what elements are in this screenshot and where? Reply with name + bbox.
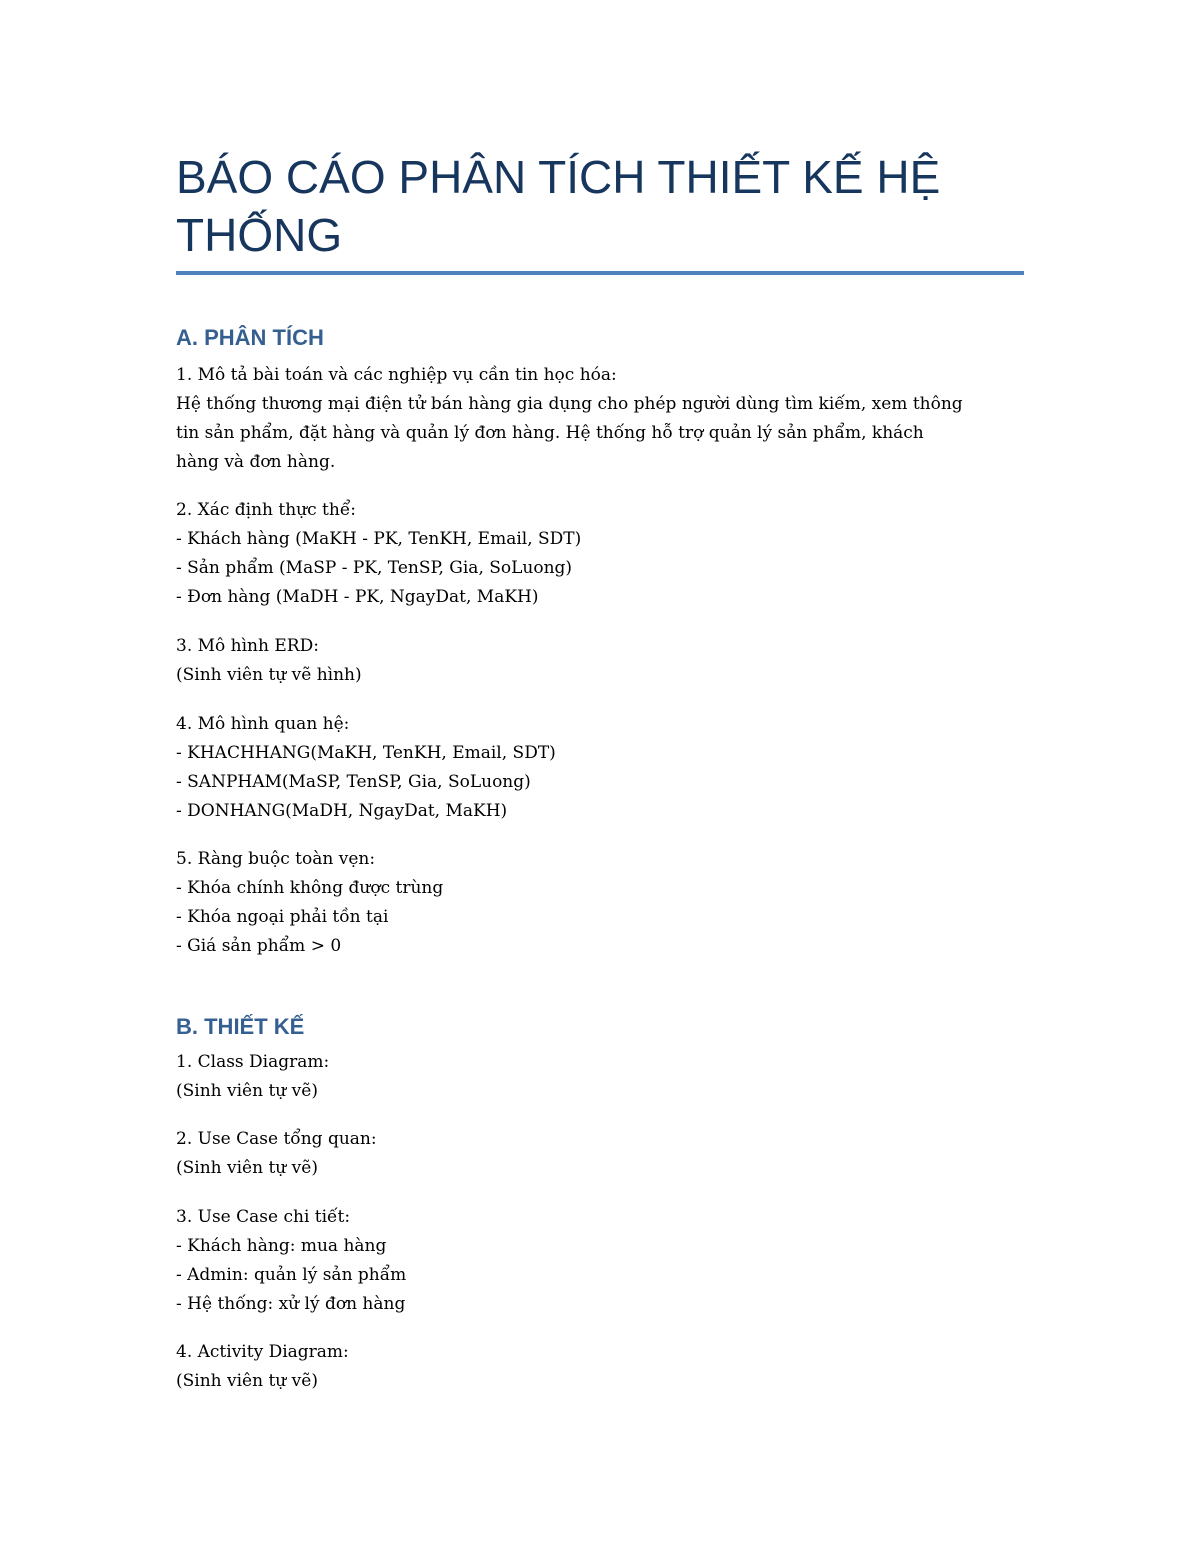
list-item: - Đơn hàng (MaDH - PK, NgayDat, MaKH): [176, 587, 539, 607]
title-underline: [176, 271, 1024, 275]
design-item-activity-diagram: [176, 1338, 1026, 1396]
section-heading-design: B. THIẾT KẾ: [176, 1014, 305, 1039]
analysis-item-erd: [176, 632, 1026, 690]
list-item: - Giá sản phẩm > 0: [176, 936, 342, 956]
item-heading: 3. Use Case chi tiết:: [176, 1207, 351, 1227]
list-item: - Khách hàng: mua hàng: [176, 1236, 387, 1256]
item-heading: 1. Mô tả bài toán và các nghiệp vụ cần tin học hóa:: [176, 365, 617, 385]
list-item: - Admin: quản lý sản phẩm: [176, 1265, 407, 1285]
list-item: (Sinh viên tự vẽ): [176, 1158, 318, 1178]
design-item-use-case-overview: [176, 1125, 1026, 1183]
title-line: BÁO CÁO PHÂN TÍCH THIẾT KẾ HỆ: [176, 151, 941, 203]
analysis-item-constraints: [176, 845, 1026, 961]
item-heading: 4. Mô hình quan hệ:: [176, 714, 350, 734]
list-item: (Sinh viên tự vẽ): [176, 1081, 318, 1101]
list-item: (Sinh viên tự vẽ): [176, 1371, 318, 1391]
list-item: - Hệ thống: xử lý đơn hàng: [176, 1294, 406, 1314]
list-item: - DONHANG(MaDH, NgayDat, MaKH): [176, 801, 508, 821]
list-item: - SANPHAM(MaSP, TenSP, Gia, SoLuong): [176, 772, 531, 792]
list-item: - KHACHHANG(MaKH, TenKH, Email, SDT): [176, 743, 556, 763]
item-heading: 2. Use Case tổng quan:: [176, 1129, 377, 1149]
list-item: - Sản phẩm (MaSP - PK, TenSP, Gia, SoLuong): [176, 558, 573, 578]
analysis-item-description: [176, 361, 1026, 477]
item-heading: 5. Ràng buộc toàn vẹn:: [176, 849, 376, 869]
paragraph-line: hàng và đơn hàng.: [176, 452, 336, 472]
design-item-use-case-detail: [176, 1203, 1026, 1319]
item-heading: 3. Mô hình ERD:: [176, 636, 319, 656]
analysis-item-entities: [176, 496, 1026, 612]
paragraph-line: tin sản phẩm, đặt hàng và quản lý đơn hàng. Hệ thống hỗ trợ quản lý sản phẩm, khách: [176, 423, 924, 443]
title-line: THỐNG: [176, 209, 343, 261]
document-title: [176, 148, 1026, 264]
item-heading: 2. Xác định thực thể:: [176, 500, 357, 520]
item-heading: 1. Class Diagram:: [176, 1052, 330, 1072]
list-item: - Khóa ngoại phải tồn tại: [176, 907, 389, 927]
list-item: - Khóa chính không được trùng: [176, 878, 444, 898]
paragraph-line: Hệ thống thương mại điện tử bán hàng gia dụng cho phép người dùng tìm kiếm, xem thông: [176, 394, 963, 414]
list-item: - Khách hàng (MaKH - PK, TenKH, Email, SDT): [176, 529, 582, 549]
design-item-class-diagram: [176, 1048, 1026, 1106]
list-item: (Sinh viên tự vẽ hình): [176, 665, 362, 685]
section-heading-analysis: A. PHÂN TÍCH: [176, 325, 324, 350]
item-heading: 4. Activity Diagram:: [176, 1342, 349, 1362]
analysis-item-relational-model: [176, 710, 1026, 826]
